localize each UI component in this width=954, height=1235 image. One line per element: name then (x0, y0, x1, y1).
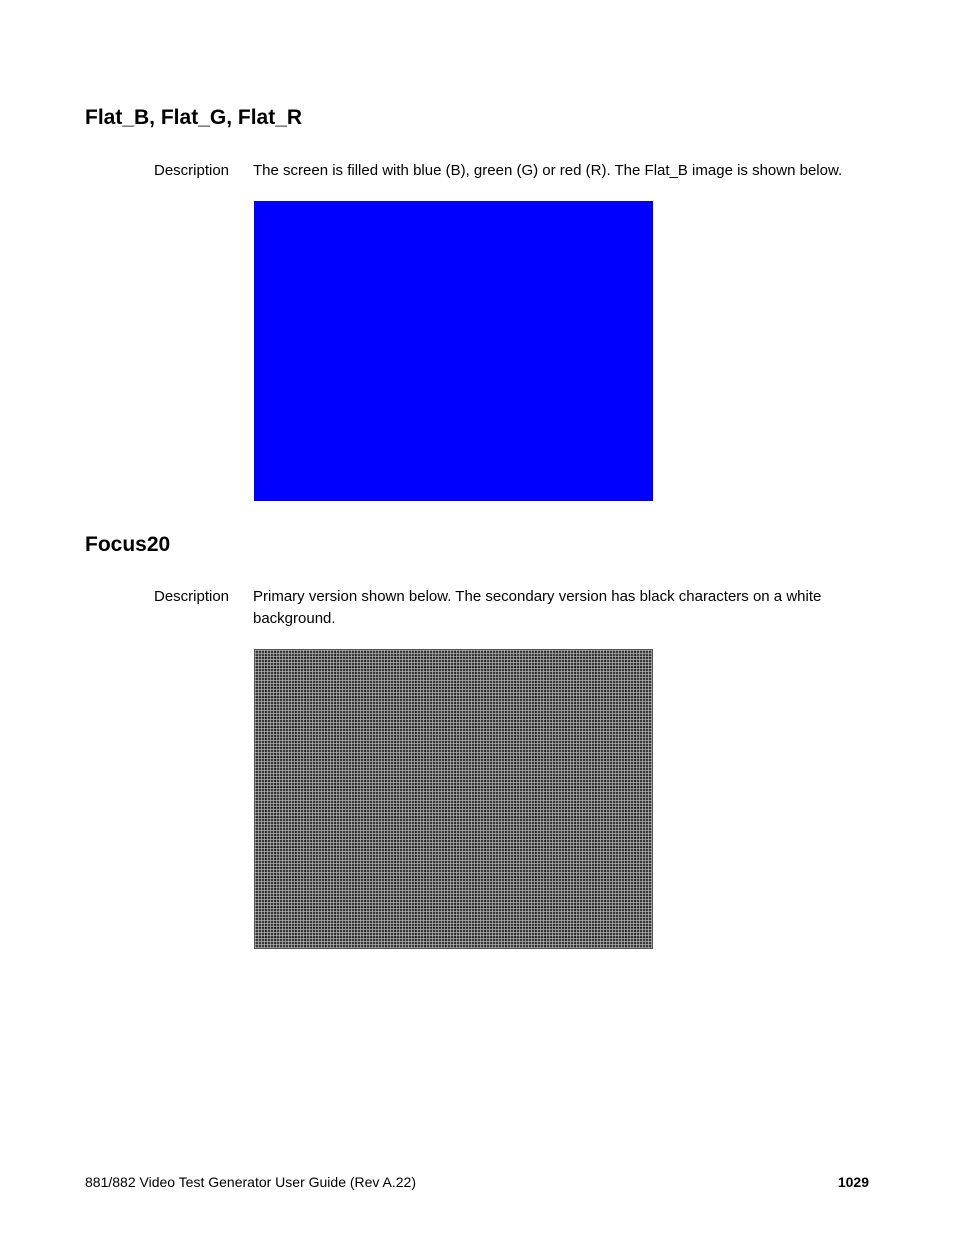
description-label: Description (154, 588, 230, 605)
section-heading-flat: Flat_B, Flat_G, Flat_R (85, 106, 303, 129)
footer-page-number: 1029 (837, 1174, 869, 1190)
description-label: Description (154, 162, 230, 179)
description-text: Primary version shown below. The secondary version has black characters on a white background. (253, 588, 822, 627)
footer-document-title: 881/882 Video Test Generator User Guide (Rev A.22) (85, 1174, 417, 1190)
flat-b-image (254, 201, 653, 501)
description-text: The screen is filled with blue (B), green (G) or red (R). The Flat_B image is shown below. (253, 162, 843, 179)
section-heading-focus20: Focus20 (85, 533, 171, 556)
focus20-image (254, 649, 653, 949)
